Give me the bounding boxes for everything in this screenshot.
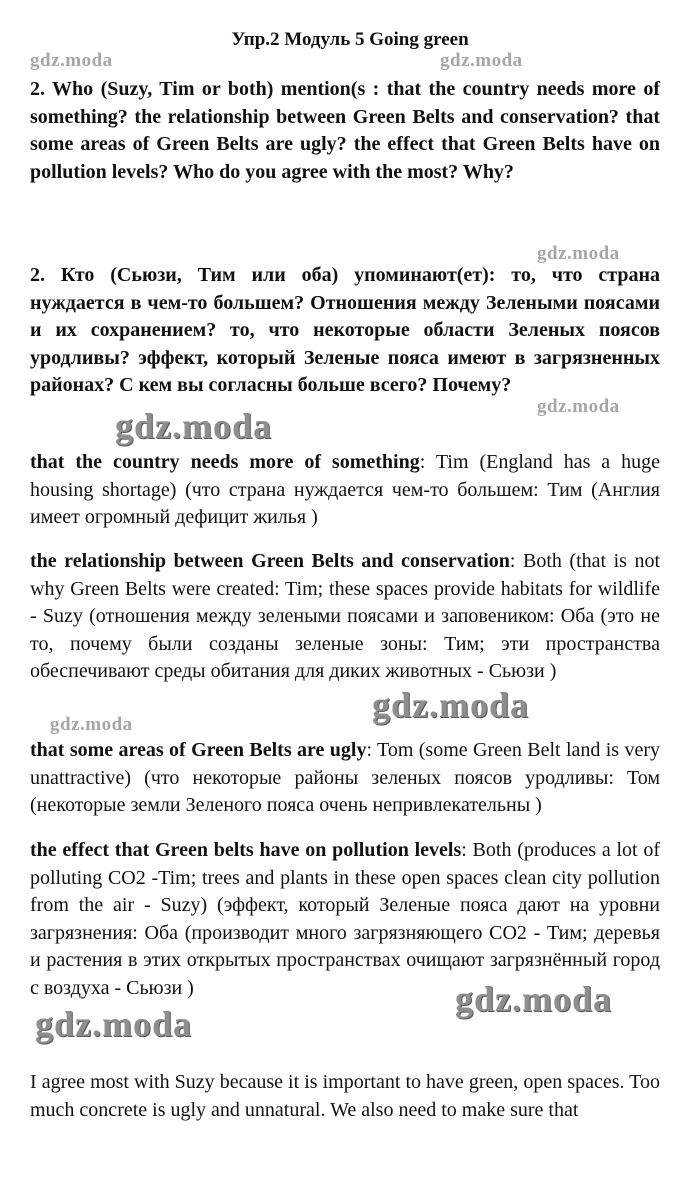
answer-paragraph (30, 737, 660, 820)
watermark-logo: gdz.moda (115, 406, 273, 446)
question-english: 2. Who (Suzy, Tim or both) mention(s : that the country needs more of something? the relationship between Green Belts and conservation? that some areas of Green Belts are ugly? the effect that Green Belts have on pollution levels? Who do you agree with the most? Why? (30, 78, 660, 183)
watermark-logo: gdz.moda (372, 685, 530, 725)
answer-label: the effect that Green belts have on pollution levels (30, 839, 462, 861)
watermark-logo: gdz.moda (50, 714, 133, 735)
watermark-logo: gdz.moda (35, 1004, 193, 1044)
answer-label: that some areas of Green Belts are ugly (30, 739, 367, 761)
watermark-logo: gdz.moda (537, 243, 620, 264)
page-title: Упр.2 Модуль 5 Going green (231, 29, 469, 50)
answer-label: the relationship between Green Belts and conservation (30, 550, 510, 572)
watermark-logo: gdz.moda (455, 979, 613, 1019)
answer-text: : Both (that is not why Green Belts were created: Tim; these spaces provide habitats for wildlife - Suzy (отношения между зелеными поясами и заповеником: Оба (это не то, почему были созданы зеленые зоны: Тим; эти пространства обеспечивают среды обитания для диких животных - Сьюзи ) (30, 550, 660, 682)
question-russian: 2. Кто (Сьюзи, Тим или оба) упоминают(ет): то, что страна нуждается в чем-то большем? Отношения между Зелеными поясами и их сохранением? то, что некоторые области Зеленых поясов уродливы? эффект, который Зеленые пояса имеют в загрязненных районах? С кем вы согласны больше всего? Почему? (30, 264, 660, 396)
answer-text: : Both (produces a lot of polluting CO2 -Tim; trees and plants in these open spaces clean city pollution from the air - Suzy) (эффект, который Зеленые пояса дают на уровни загрязнения: Оба (производит много загрязняющего CO2 - Тим; деревья и растения в этих открытых пространствах очищают загрязнённый город с воздуха - Сьюзи ) (30, 839, 660, 999)
answer-paragraph (30, 449, 660, 532)
watermark-logo: gdz.moda (30, 50, 113, 71)
conclusion-paragraph: I agree most with Suzy because it is important to have green, open spaces. Too much concrete is ugly and unnatural. We also need to make sure that (30, 1071, 660, 1121)
answer-label: that the country needs more of something (30, 451, 420, 473)
watermark-logo: gdz.moda (537, 396, 620, 417)
answer-text: : Tom (some Green Belt land is very unattractive) (что некоторые районы зеленых поясов уродливы: Том (некоторые земли Зеленого пояса очень непривлекательны ) (30, 739, 661, 816)
watermark-logo: gdz.moda (440, 50, 523, 71)
answer-paragraph (30, 548, 660, 686)
answer-text: : Tim (England has a huge housing shortage) (что страна нуждается чем-то большем: Тим (Англия имеет огромный дефицит жилья ) (30, 451, 661, 528)
